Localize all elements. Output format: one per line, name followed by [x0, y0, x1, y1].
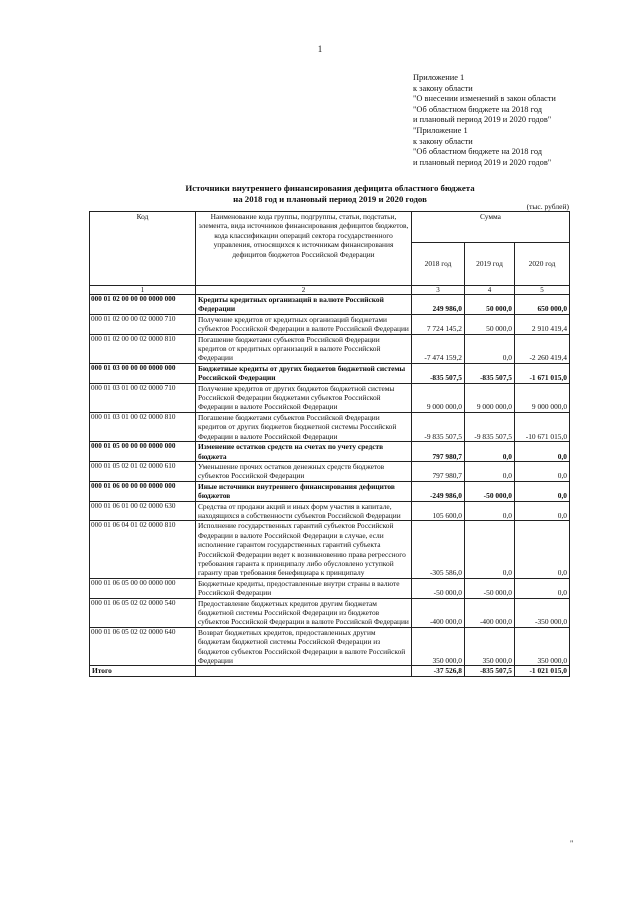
- table-row: [90, 334, 570, 363]
- row-name: Получение кредитов от кредитных организаций бюджетами субъектов Российской Федерации в валюте Российской Федерации: [196, 314, 412, 334]
- table-row: [90, 295, 570, 315]
- row-value-2019: 0,0: [465, 442, 515, 462]
- total-2019: -835 507,5: [465, 666, 515, 676]
- appendix-line: "Приложение 1: [413, 125, 468, 135]
- row-value-2018: -400 000,0: [412, 598, 465, 627]
- row-value-2020: 0,0: [515, 578, 570, 598]
- table-row: [90, 314, 570, 334]
- total-2020: -1 021 015,0: [515, 666, 570, 676]
- table-row: [90, 627, 570, 666]
- page-number: 1: [317, 44, 323, 54]
- row-code: 000 01 03 00 00 00 0000 000: [90, 363, 196, 383]
- table-row: [90, 442, 570, 462]
- header-year-2020: 2020 год: [515, 243, 570, 286]
- row-value-2019: -50 000,0: [465, 481, 515, 501]
- total-label: Итого: [90, 666, 196, 676]
- row-value-2019: 350 000,0: [465, 627, 515, 666]
- table-row: [90, 578, 570, 598]
- row-value-2018: -7 474 159,2: [412, 334, 465, 363]
- row-value-2020: -10 671 015,0: [515, 412, 570, 441]
- row-value-2018: -9 835 507,5: [412, 412, 465, 441]
- row-value-2019: 50 000,0: [465, 314, 515, 334]
- row-name: Изменение остатков средств на счетах по учету средств бюджета: [196, 442, 412, 462]
- title-line: на 2018 год и плановый период 2019 и 2020 годов: [233, 194, 427, 204]
- row-value-2018: 105 600,0: [412, 501, 465, 521]
- row-name: Получение кредитов от других бюджетов бюджетной системы Российской Федерации бюджетами субъектов Российской Федерации в валюте Российской Федерации: [196, 383, 412, 412]
- row-name: Средства от продажи акций и иных форм участия в капитале, находящихся в собственности субъектов Российской Федерации: [196, 501, 412, 521]
- table-row: [90, 501, 570, 521]
- row-code: 000 01 06 00 00 00 0000 000: [90, 481, 196, 501]
- row-code: 000 01 02 00 00 02 0000 810: [90, 334, 196, 363]
- table-row: [90, 383, 570, 412]
- closing-quote-mark: ": [570, 839, 574, 848]
- row-value-2020: -350 000,0: [515, 598, 570, 627]
- appendix-line: "Об областном бюджете на 2018 год: [413, 104, 543, 114]
- row-value-2020: 9 000 000,0: [515, 383, 570, 412]
- row-code: 000 01 02 00 00 02 0000 710: [90, 314, 196, 334]
- row-value-2020: 350 000,0: [515, 627, 570, 666]
- header-year-2018: 2018 год: [412, 243, 465, 286]
- row-value-2019: -9 835 507,5: [465, 412, 515, 441]
- row-value-2020: 0,0: [515, 442, 570, 462]
- row-value-2018: 797 980,7: [412, 442, 465, 462]
- row-value-2020: 0,0: [515, 521, 570, 578]
- row-name: Кредиты кредитных организаций в валюте Российской Федерации: [196, 295, 412, 315]
- row-value-2018: -249 986,0: [412, 481, 465, 501]
- column-number: 2: [196, 286, 412, 295]
- appendix-line: и плановый период 2019 и 2020 годов": [413, 157, 552, 167]
- row-value-2018: 249 986,0: [412, 295, 465, 315]
- row-value-2020: 0,0: [515, 501, 570, 521]
- row-value-2019: 0,0: [465, 501, 515, 521]
- financing-sources-table: [89, 211, 570, 677]
- row-code: 000 01 06 05 02 02 0000 540: [90, 598, 196, 627]
- appendix-line: и плановый период 2019 и 2020 годов": [413, 115, 552, 125]
- table-row: [90, 363, 570, 383]
- row-value-2020: -1 671 015,0: [515, 363, 570, 383]
- total-2018: -37 526,8: [412, 666, 465, 676]
- row-value-2020: -2 260 419,4: [515, 334, 570, 363]
- appendix-line: Приложение 1: [413, 73, 465, 82]
- header-code: Код: [90, 212, 196, 286]
- row-value-2018: 797 980,7: [412, 461, 465, 481]
- row-value-2020: 0,0: [515, 481, 570, 501]
- row-value-2019: 0,0: [465, 334, 515, 363]
- row-value-2019: -400 000,0: [465, 598, 515, 627]
- row-value-2018: 7 724 145,2: [412, 314, 465, 334]
- row-value-2019: 0,0: [465, 521, 515, 578]
- row-value-2018: -305 586,0: [412, 521, 465, 578]
- row-name: Возврат бюджетных кредитов, предоставленных другим бюджетам бюджетной системы Российской Федерации из бюджетов субъектов Российской Федерации в валюте Российской Федерации: [196, 627, 412, 666]
- row-value-2019: 9 000 000,0: [465, 383, 515, 412]
- row-code: 000 01 03 01 00 02 0000 810: [90, 412, 196, 441]
- row-value-2020: 0,0: [515, 461, 570, 481]
- row-value-2019: 50 000,0: [465, 295, 515, 315]
- row-value-2019: -835 507,5: [465, 363, 515, 383]
- row-name: Погашение бюджетами субъектов Российской Федерации кредитов от других бюджетов бюджетной системы Российской Федерации в валюте Российской Федерации: [196, 412, 412, 441]
- header-name: Наименование кода группы, подгруппы, статьи, подстатьи, элемента, вида источников финансирования дефицитов бюджетов, кода классификации операций сектора государственного управления, относящихся к источникам финансирования дефицитов бюджетов Российской Федерации: [196, 212, 412, 286]
- row-value-2018: 9 000 000,0: [412, 383, 465, 412]
- column-number: 3: [412, 286, 465, 295]
- row-code: 000 01 06 01 00 02 0000 630: [90, 501, 196, 521]
- column-number: 5: [515, 286, 570, 295]
- total-name-cell: [196, 666, 412, 676]
- row-value-2018: -835 507,5: [412, 363, 465, 383]
- appendix-line: к закону области: [413, 136, 473, 146]
- table-row: [90, 481, 570, 501]
- column-number: 1: [90, 286, 196, 295]
- row-code: 000 01 06 04 01 02 0000 810: [90, 521, 196, 578]
- title-line: Источники внутреннего финансирования дефицита областного бюджета: [185, 183, 475, 193]
- row-name: Предоставление бюджетных кредитов другим бюджетам бюджетной системы Российской Федерации из бюджетов субъектов Российской Федерации в валюте Российской Федерации: [196, 598, 412, 627]
- row-name: Иные источники внутреннего финансирования дефицитов бюджетов: [196, 481, 412, 501]
- row-code: 000 01 06 05 00 00 0000 000: [90, 578, 196, 598]
- row-value-2019: 0,0: [465, 461, 515, 481]
- column-number: 4: [465, 286, 515, 295]
- row-value-2019: -50 000,0: [465, 578, 515, 598]
- row-name: Бюджетные кредиты от других бюджетов бюджетной системы Российской Федерации: [196, 363, 412, 383]
- units-label: (тыс. рублей): [526, 202, 569, 211]
- row-value-2018: 350 000,0: [412, 627, 465, 666]
- document-title: [120, 183, 540, 205]
- row-code: 000 01 06 05 02 02 0000 640: [90, 627, 196, 666]
- row-value-2020: 650 000,0: [515, 295, 570, 315]
- row-name: Уменьшение прочих остатков денежных средств бюджетов субъектов Российской Федерации: [196, 461, 412, 481]
- row-code: 000 01 03 01 00 02 0000 710: [90, 383, 196, 412]
- row-value-2018: -50 000,0: [412, 578, 465, 598]
- row-code: 000 01 05 02 01 02 0000 610: [90, 461, 196, 481]
- row-name: Бюджетные кредиты, предоставленные внутри страны в валюте Российской Федерации: [196, 578, 412, 598]
- row-name: Погашение бюджетами субъектов Российской Федерации кредитов от кредитных организаций в валюте Российской Федерации: [196, 334, 412, 363]
- table-row: [90, 461, 570, 481]
- appendix-line: "О внесении изменений в закон области: [413, 94, 556, 104]
- row-code: 000 01 02 00 00 00 0000 000: [90, 295, 196, 315]
- total-row: [90, 666, 570, 676]
- appendix-line: "Об областном бюджете на 2018 год: [413, 147, 543, 157]
- header-sum: Сумма: [412, 212, 570, 243]
- row-name: Исполнение государственных гарантий субъектов Российской Федерации в валюте Российской Федерации в случае, если исполнение гарантом государственных гарантий субъекта Российской Федерации ведет к возникновению права регрессного требования гаранта к принципалу либо обусловлено уступкой гаранту прав требования бенефициара к принципалу: [196, 521, 412, 578]
- table-row: [90, 598, 570, 627]
- table-row: [90, 412, 570, 441]
- row-value-2020: 2 910 419,4: [515, 314, 570, 334]
- header-year-2019: 2019 год: [465, 243, 515, 286]
- appendix-line: к закону области: [413, 83, 473, 93]
- row-code: 000 01 05 00 00 00 0000 000: [90, 442, 196, 462]
- table-row: [90, 521, 570, 578]
- appendix-header: [413, 73, 556, 168]
